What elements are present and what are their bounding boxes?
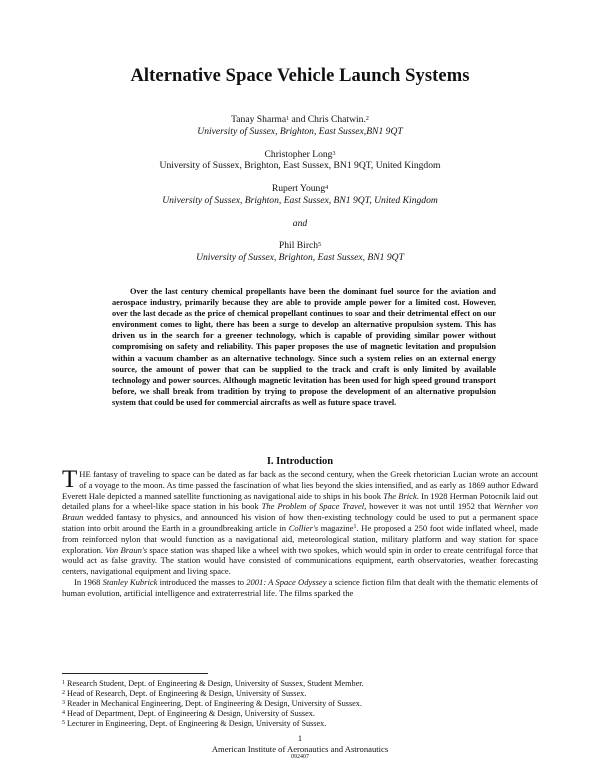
author-name: Christopher Long xyxy=(264,149,333,160)
italic-text: 2001: A Space Odyssey xyxy=(246,576,327,587)
second-paragraph xyxy=(62,577,538,599)
author-line-1 xyxy=(0,114,600,126)
text-run: wedded fantasy to physics, and announced his vision of how then-existing technology could be used to put a permanent space station into orbit around the Earth in a groundbreaking article in xyxy=(62,512,538,533)
and-separator: and xyxy=(292,218,308,229)
text-run: In 1968 xyxy=(74,576,103,587)
footnote xyxy=(62,679,538,689)
italic-text: Wernher von Braun xyxy=(62,501,538,523)
drop-cap: T xyxy=(62,466,78,493)
intro-paragraph xyxy=(62,466,539,577)
author-line-4 xyxy=(0,240,600,252)
text-run: magazine xyxy=(318,522,354,533)
text-run: space station was shaped like a wheel with two spokes, which would spin in order to create centrifugal force that would act as false gravity. The station would have consisted of communications equipment, earth observatories, weather forecasting centers, navigational equipment and living space. xyxy=(62,544,539,577)
italic-text: Collier's xyxy=(288,522,319,533)
italic-text: The Problem of Space Travel xyxy=(261,501,365,512)
footnote-text: Head of Research, Dept. of Engineering & Design, University of Sussex. xyxy=(67,689,307,698)
footnote-number: 2 xyxy=(62,690,65,696)
footnote-marker: 1 xyxy=(286,116,290,122)
footnote-marker: 3 xyxy=(332,151,336,157)
footnote-number: 3 xyxy=(62,700,65,706)
text-run: . In 1928 Herman Potocnik laid out detailed plans for a wheel-like space station in his book xyxy=(62,490,539,512)
page-number: 1 xyxy=(297,734,303,743)
text-run: introduced the masses to xyxy=(157,576,247,587)
body-text xyxy=(62,466,539,599)
footnote-text: Lecturer in Engineering, Dept. of Engineering & Design, University of Sussex. xyxy=(67,719,327,728)
italic-text: The Brick xyxy=(383,490,417,501)
footnote-marker: 2 xyxy=(365,116,369,122)
author-name: and Chris Chatwin. xyxy=(289,114,366,125)
author-affiliation-4: University of Sussex, Brighton, East Sussex, BN1 9QT xyxy=(196,252,404,263)
footnote-marker: 5 xyxy=(318,242,322,248)
italic-text: Von Braun's xyxy=(105,544,148,555)
footnote xyxy=(62,719,538,729)
author-affiliation-2: University of Sussex, Brighton, East Sussex, BN1 9QT, United Kingdom xyxy=(159,160,441,171)
footnote xyxy=(62,709,538,719)
section-heading: I. Introduction xyxy=(266,456,334,467)
footnote-text: Research Student, Dept. of Engineering & Design, University of Sussex, Student Member. xyxy=(67,679,364,688)
document-code: 092407 xyxy=(291,754,309,760)
abstract-text: Over the last century chemical propellants have been the dominant fuel source for the aviation and aerospace industry, primarily because they are able to provide ample power for a limited cost. However, over the last decade as the price of chemical propellant continues to soar and their detrimental effect on our environment comes to light, there has been a surge to develop an alternative propulsion system. This has driven us in the search for a greener technology, which is capable of providing similar power without compromising on safety and reliability. This paper proposes the use of magnetic levitation and propulsion within a vacuum chamber as an alternative technology. Since such a system relies on an external energy source, the amount of power that can be supplied to the track and craft is only limited by available technology and power sources. Although magnetic levitation has been used for high speed ground transport before, we shall break from tradition by trying to propose the development of an alternative propulsion system that could be used for commercial aircrafts as well as future space travel. xyxy=(112,287,496,407)
footnote xyxy=(62,689,538,699)
footnote xyxy=(62,699,538,709)
footnote-marker: 4 xyxy=(325,185,329,191)
italic-text: Stanley Kubrick xyxy=(102,576,158,587)
author-affiliation-3: University of Sussex, Brighton, East Sussex, BN1 9QT, United Kingdom xyxy=(162,195,438,206)
author-affiliation-1: University of Sussex, Brighton, East Sussex,BN1 9QT xyxy=(197,126,403,137)
author-name: Tanay Sharma xyxy=(231,114,287,125)
footnote-divider xyxy=(62,673,208,674)
footnote-number: 4 xyxy=(62,710,65,716)
abstract xyxy=(112,286,496,408)
author-name: Rupert Young xyxy=(271,183,326,194)
paper-title: Alternative Space Vehicle Launch Systems xyxy=(130,66,470,86)
author-line-3 xyxy=(0,183,600,195)
organization-footer: American Institute of Aeronautics and Astronautics xyxy=(211,744,389,754)
author-name: Phil Birch xyxy=(278,240,319,251)
text-run: a science fiction film that dealt with the thematic elements of human evolution, artificial intelligence and extraterrestrial life. The films sparked the xyxy=(62,576,538,598)
footnote-number: 5 xyxy=(62,720,65,726)
footnote-text: Head of Department, Dept. of Engineering & Design, University of Sussex. xyxy=(67,709,315,718)
footnote-marker: 1 xyxy=(353,523,357,530)
footnote-number: 1 xyxy=(62,680,65,686)
text-run: . He proposed a 250 foot wide inflated wheel, made from reinforced nylon that would function as a navigational aid, meteorological station, military platform and way station for space exploration. xyxy=(62,522,538,555)
text-run: HE fantasy of traveling to space can be dated as far back as the second century, when the Greek rhetorician Lucian wrote an account of a voyage to the moon. As time passed the fascination of what lies beyond the skies intensified, and as early as 1869 author Edward Everett Hale depicted a manned satellite functioning as navigational aide to ships in his book xyxy=(62,469,538,501)
footnote-text: Reader in Mechanical Engineering, Dept. of Engineering & Design, University of Sussex. xyxy=(67,699,362,708)
text-run: , however it was not until 1952 that xyxy=(364,501,494,512)
